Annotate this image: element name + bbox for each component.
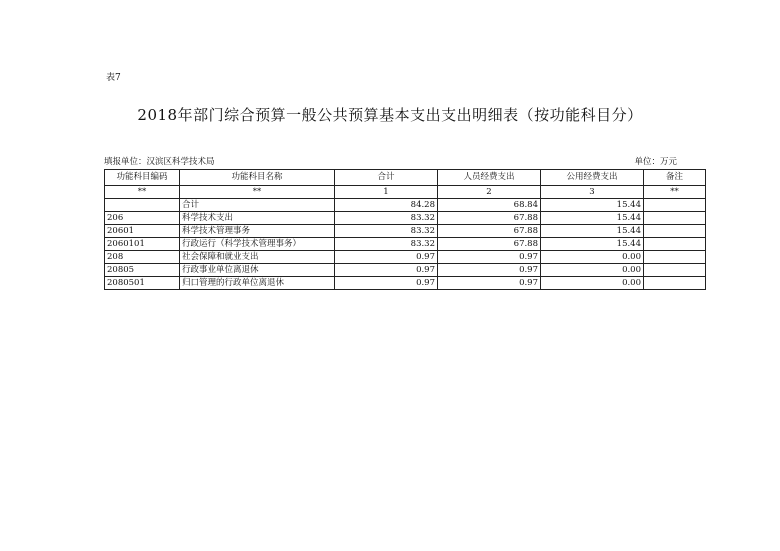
column-header-note: 备注 (644, 170, 706, 186)
table-number: 表7 (106, 73, 121, 83)
note-cell (644, 212, 706, 225)
table-row (105, 199, 706, 212)
table-row (105, 251, 706, 264)
index-cell: 3 (541, 186, 644, 199)
total-cell: 83.32 (335, 212, 438, 225)
table-row (105, 212, 706, 225)
column-header-name: 功能科目名称 (180, 170, 335, 186)
name-cell: 科学技术支出 (180, 212, 335, 225)
public-cell: 0.00 (541, 277, 644, 290)
column-header-personnel: 人员经费支出 (438, 170, 541, 186)
personnel-cell: 0.97 (438, 251, 541, 264)
index-row (105, 186, 706, 199)
note-cell (644, 264, 706, 277)
public-cell: 0.00 (541, 264, 644, 277)
total-cell: 83.32 (335, 225, 438, 238)
personnel-cell: 0.97 (438, 277, 541, 290)
name-cell: 行政运行（科学技术管理事务） (180, 238, 335, 251)
public-cell: 0.00 (541, 251, 644, 264)
table-row (105, 277, 706, 290)
code-cell: 206 (105, 212, 180, 225)
name-cell: 合计 (180, 199, 335, 212)
public-cell: 15.44 (541, 199, 644, 212)
column-header-code: 功能科目编码 (105, 170, 180, 186)
name-cell: 科学技术管理事务 (180, 225, 335, 238)
table-row (105, 225, 706, 238)
note-cell (644, 225, 706, 238)
expenditure-table (104, 169, 706, 290)
code-cell: 2080501 (105, 277, 180, 290)
personnel-cell: 0.97 (438, 264, 541, 277)
personnel-cell: 67.88 (438, 225, 541, 238)
code-cell: 20601 (105, 225, 180, 238)
code-cell: 2060101 (105, 238, 180, 251)
currency-unit: 单位：万元 (634, 157, 677, 167)
note-cell (644, 251, 706, 264)
filling-unit: 填报单位：汉滨区科学技术局 (104, 157, 215, 167)
code-cell: 208 (105, 251, 180, 264)
table-row (105, 264, 706, 277)
name-cell: 归口管理的行政单位离退休 (180, 277, 335, 290)
total-cell: 83.32 (335, 238, 438, 251)
index-cell: ** (644, 186, 706, 199)
index-cell: 1 (335, 186, 438, 199)
personnel-cell: 67.88 (438, 212, 541, 225)
note-cell (644, 238, 706, 251)
name-cell: 社会保障和就业支出 (180, 251, 335, 264)
code-cell (105, 199, 180, 212)
name-cell: 行政事业单位离退休 (180, 264, 335, 277)
total-cell: 0.97 (335, 251, 438, 264)
code-cell: 20805 (105, 264, 180, 277)
public-cell: 15.44 (541, 225, 644, 238)
total-cell: 0.97 (335, 264, 438, 277)
index-cell: ** (105, 186, 180, 199)
column-header-total: 合计 (335, 170, 438, 186)
note-cell (644, 199, 706, 212)
index-cell: 2 (438, 186, 541, 199)
personnel-cell: 68.84 (438, 199, 541, 212)
public-cell: 15.44 (541, 238, 644, 251)
table-row (105, 238, 706, 251)
note-cell (644, 277, 706, 290)
index-cell: ** (180, 186, 335, 199)
total-cell: 0.97 (335, 277, 438, 290)
personnel-cell: 67.88 (438, 238, 541, 251)
document-title: 2018年部门综合预算一般公共预算基本支出支出明细表（按功能科目分） (137, 106, 643, 124)
column-header-public: 公用经费支出 (541, 170, 644, 186)
total-cell: 84.28 (335, 199, 438, 212)
header-row (105, 170, 706, 186)
public-cell: 15.44 (541, 212, 644, 225)
